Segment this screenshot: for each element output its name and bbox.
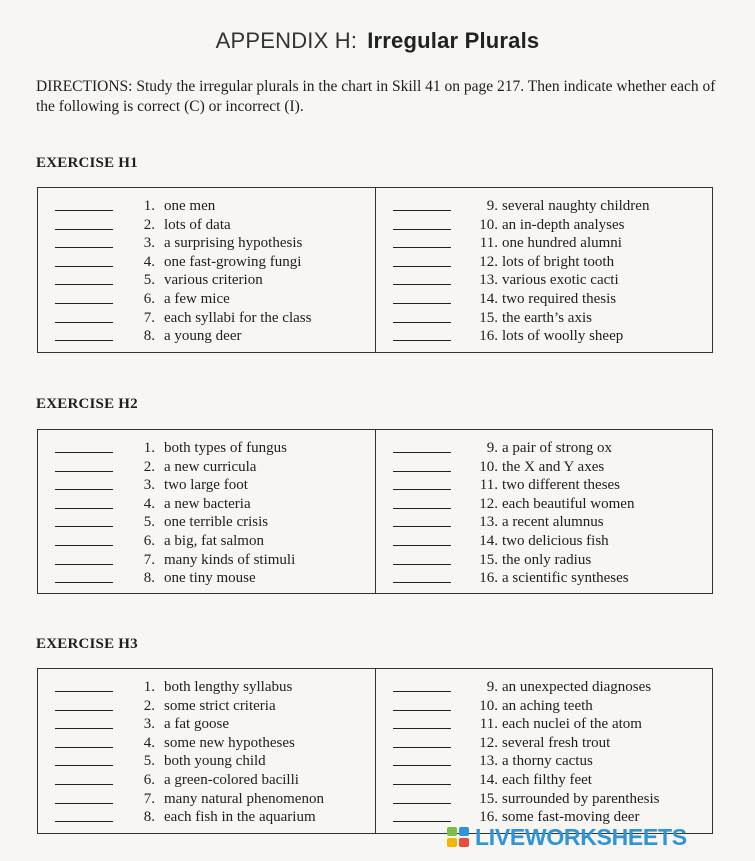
answer-blank[interactable] — [393, 247, 451, 248]
liveworksheets-watermark — [447, 826, 747, 850]
answer-blank[interactable] — [393, 582, 451, 583]
item-number: 15. — [479, 309, 498, 326]
item-text: a pair of strong ox — [502, 440, 612, 456]
appendix-label: APPENDIX H: — [215, 28, 358, 53]
item-number: 3. — [143, 716, 155, 733]
item-text: a scientific syntheses — [502, 570, 629, 587]
item-number: 13. — [479, 514, 498, 531]
item-text: lots of bright tooth — [502, 253, 615, 270]
item-number: 2. — [143, 216, 155, 233]
item-number: 10. — [479, 216, 498, 233]
item-text: a big, fat salmon — [164, 533, 264, 549]
exercise-h1-box — [37, 187, 713, 353]
item-text: several fresh trout — [502, 734, 611, 751]
exercise-item — [376, 476, 713, 495]
answer-blank[interactable] — [393, 452, 451, 453]
item-number: 8. — [143, 328, 155, 345]
item-number: 13. — [479, 272, 498, 289]
item-number: 16. — [479, 570, 498, 587]
exercise-item — [376, 327, 713, 346]
exercise-item — [376, 290, 713, 309]
exercise-item — [38, 234, 375, 253]
exercise-item — [376, 734, 713, 753]
item-number: 13. — [479, 753, 498, 770]
exercise-item — [376, 495, 713, 514]
item-number: 2. — [143, 697, 155, 714]
answer-blank[interactable] — [393, 821, 451, 822]
item-number: 8. — [143, 809, 155, 826]
answer-blank[interactable] — [55, 710, 113, 711]
exercise-item — [38, 808, 375, 827]
item-number: 11. — [479, 716, 498, 733]
item-text: a thorny cactus — [502, 753, 593, 770]
item-number: 12. — [479, 734, 498, 751]
item-text: many natural phenomenon — [164, 790, 324, 807]
answer-blank[interactable] — [55, 229, 113, 230]
item-text: surrounded by parenthesis — [502, 790, 660, 807]
item-text: a surprising hypothesis — [164, 235, 303, 252]
exercise-item — [38, 327, 375, 346]
exercise-item — [376, 697, 713, 716]
item-number: 2. — [143, 458, 155, 475]
appendix-title: Irregular Plurals — [367, 28, 540, 53]
item-number: 5. — [143, 514, 155, 531]
answer-blank[interactable] — [393, 747, 451, 748]
item-number: 7. — [143, 551, 155, 568]
exercise-h1-left-column — [38, 188, 376, 352]
item-text: a few mice — [164, 291, 230, 307]
item-text: several naughty children — [502, 198, 650, 214]
exercise-item — [38, 271, 375, 290]
item-number: 5. — [143, 272, 155, 289]
exercise-item — [376, 790, 713, 809]
item-text: both types of fungus — [164, 440, 287, 456]
item-number: 1. — [143, 679, 155, 695]
item-text: two large foot — [164, 477, 248, 494]
item-number: 12. — [479, 495, 498, 512]
page-title — [0, 28, 755, 54]
item-text: some strict criteria — [164, 697, 276, 714]
answer-blank[interactable] — [393, 564, 451, 565]
answer-blank[interactable] — [55, 508, 113, 509]
item-text: some new hypotheses — [164, 734, 295, 751]
answer-blank[interactable] — [393, 284, 451, 285]
exercise-h2-right-column — [376, 430, 713, 593]
item-number: 4. — [143, 495, 155, 512]
item-text: lots of data — [164, 216, 231, 233]
item-text: the X and Y axes — [502, 458, 605, 475]
item-number: 16. — [479, 328, 498, 345]
item-text: two required thesis — [502, 291, 617, 307]
exercise-item — [38, 309, 375, 328]
item-text: many kinds of stimuli — [164, 551, 296, 568]
item-number: 9. — [486, 198, 498, 214]
exercise-item — [38, 439, 375, 458]
answer-blank[interactable] — [393, 526, 451, 527]
exercise-item — [38, 495, 375, 514]
exercise-item — [38, 752, 375, 771]
answer-blank[interactable] — [55, 564, 113, 565]
exercise-item — [38, 532, 375, 551]
item-text: various criterion — [164, 272, 263, 289]
answer-blank[interactable] — [55, 247, 113, 248]
item-number: 14. — [479, 533, 498, 549]
item-number: 6. — [143, 772, 155, 788]
item-number: 6. — [143, 291, 155, 307]
answer-blank[interactable] — [55, 284, 113, 285]
exercise-item — [376, 513, 713, 532]
item-text: one hundred alumni — [502, 235, 622, 252]
exercise-item — [376, 234, 713, 253]
answer-blank[interactable] — [55, 821, 113, 822]
exercise-item — [376, 678, 713, 697]
answer-blank[interactable] — [55, 340, 113, 341]
item-number: 4. — [143, 253, 155, 270]
exercise-h2-heading: EXERCISE H2 — [36, 396, 138, 412]
answer-blank[interactable] — [393, 765, 451, 766]
answer-blank[interactable] — [393, 710, 451, 711]
answer-blank[interactable] — [393, 803, 451, 804]
answer-blank[interactable] — [393, 229, 451, 230]
item-text: a young deer — [164, 328, 242, 345]
exercise-item — [376, 253, 713, 272]
item-text: one tiny mouse — [164, 570, 256, 587]
exercise-item — [38, 216, 375, 235]
item-number: 15. — [479, 790, 498, 807]
answer-blank[interactable] — [55, 784, 113, 785]
exercise-item — [38, 253, 375, 272]
exercise-h1-heading: EXERCISE H1 — [36, 155, 138, 171]
item-text: lots of woolly sheep — [502, 328, 624, 345]
exercise-h2-box — [37, 429, 713, 594]
item-number: 16. — [479, 809, 498, 826]
exercise-item — [376, 439, 713, 458]
exercise-item — [38, 771, 375, 790]
exercise-item — [376, 551, 713, 570]
item-text: an aching teeth — [502, 697, 593, 714]
answer-blank[interactable] — [55, 322, 113, 323]
exercise-h2-left-column — [38, 430, 376, 593]
item-text: two delicious fish — [502, 533, 609, 549]
item-text: one men — [164, 198, 216, 214]
exercise-item — [376, 715, 713, 734]
answer-blank[interactable] — [393, 471, 451, 472]
exercise-item — [38, 290, 375, 309]
answer-blank[interactable] — [55, 210, 113, 211]
item-text: a green-colored bacilli — [164, 772, 299, 788]
item-text: one terrible crisis — [164, 514, 269, 531]
exercise-h1-right-column — [376, 188, 713, 352]
exercise-item — [38, 715, 375, 734]
exercise-item — [38, 513, 375, 532]
item-number: 11. — [479, 477, 498, 494]
exercise-h3-left-column — [38, 669, 376, 833]
answer-blank[interactable] — [393, 489, 451, 490]
item-text: the earth’s axis — [502, 309, 592, 326]
exercise-item — [38, 458, 375, 477]
exercise-item — [38, 790, 375, 809]
item-number: 3. — [143, 477, 155, 494]
item-text: some fast-moving deer — [502, 809, 640, 826]
answer-blank[interactable] — [393, 691, 451, 692]
item-text: both lengthy syllabus — [164, 679, 293, 695]
answer-blank[interactable] — [393, 340, 451, 341]
item-number: 14. — [479, 291, 498, 307]
item-text: a new curricula — [164, 458, 257, 475]
answer-blank[interactable] — [55, 728, 113, 729]
item-text: an in-depth analyses — [502, 216, 625, 233]
exercise-item — [38, 678, 375, 697]
item-text: an unexpected diagnoses — [502, 679, 652, 695]
answer-blank[interactable] — [393, 210, 451, 211]
item-number: 8. — [143, 570, 155, 587]
answer-blank[interactable] — [393, 508, 451, 509]
exercise-item — [376, 271, 713, 290]
item-number: 9. — [486, 440, 498, 456]
item-number: 6. — [143, 533, 155, 549]
answer-blank[interactable] — [55, 765, 113, 766]
exercise-item — [376, 532, 713, 551]
item-text: various exotic cacti — [502, 272, 619, 289]
answer-blank[interactable] — [55, 545, 113, 546]
answer-blank[interactable] — [55, 266, 113, 267]
item-number: 1. — [143, 198, 155, 214]
exercise-item — [376, 197, 713, 216]
answer-blank[interactable] — [393, 266, 451, 267]
exercise-item — [38, 551, 375, 570]
exercise-item — [38, 476, 375, 495]
item-text: both young child — [164, 753, 266, 770]
item-text: one fast-growing fungi — [164, 253, 302, 270]
answer-blank[interactable] — [393, 784, 451, 785]
item-text: each filthy feet — [502, 772, 592, 788]
answer-blank[interactable] — [393, 728, 451, 729]
item-text: each nuclei of the atom — [502, 716, 642, 733]
answer-blank[interactable] — [393, 322, 451, 323]
answer-blank[interactable] — [55, 489, 113, 490]
liveworksheets-logo-icon — [447, 827, 471, 849]
answer-blank[interactable] — [55, 803, 113, 804]
exercise-item — [376, 752, 713, 771]
item-text: the only radius — [502, 551, 592, 568]
item-number: 14. — [479, 772, 498, 788]
exercise-h3-heading: EXERCISE H3 — [36, 636, 138, 652]
exercise-h3-right-column — [376, 669, 713, 833]
directions-text: DIRECTIONS: Study the irregular plurals in the chart in Skill 41 on page 217. Then indicate whether each of the following is correct (C) or incorrect (I). — [36, 78, 716, 115]
answer-blank[interactable] — [393, 545, 451, 546]
item-number: 4. — [143, 734, 155, 751]
item-text: two different theses — [502, 477, 621, 494]
item-text: a fat goose — [164, 716, 229, 733]
item-number: 10. — [479, 697, 498, 714]
answer-blank[interactable] — [55, 303, 113, 304]
item-number: 7. — [143, 309, 155, 326]
exercise-item — [376, 569, 713, 588]
answer-blank[interactable] — [55, 471, 113, 472]
exercise-item — [38, 197, 375, 216]
answer-blank[interactable] — [55, 526, 113, 527]
item-text: each fish in the aquarium — [164, 809, 316, 826]
item-number: 15. — [479, 551, 498, 568]
item-text: each syllabi for the class — [164, 309, 312, 326]
item-number: 12. — [479, 253, 498, 270]
item-number: 1. — [143, 440, 155, 456]
item-number: 11. — [479, 235, 498, 252]
answer-blank[interactable] — [55, 452, 113, 453]
item-number: 10. — [479, 458, 498, 475]
item-number: 7. — [143, 790, 155, 807]
exercise-item — [376, 771, 713, 790]
exercise-item — [38, 569, 375, 588]
exercise-item — [38, 734, 375, 753]
answer-blank[interactable] — [55, 582, 113, 583]
answer-blank[interactable] — [55, 747, 113, 748]
item-number: 9. — [486, 679, 498, 695]
exercise-item — [376, 216, 713, 235]
item-text: each beautiful women — [502, 495, 635, 512]
exercise-item — [376, 309, 713, 328]
exercise-item — [38, 697, 375, 716]
item-text: a new bacteria — [164, 495, 251, 512]
answer-blank[interactable] — [393, 303, 451, 304]
item-text: a recent alumnus — [502, 514, 604, 531]
item-number: 5. — [143, 753, 155, 770]
item-number: 3. — [143, 235, 155, 252]
exercise-item — [376, 458, 713, 477]
liveworksheets-logo-text: LIVEWORKSHEETS — [475, 824, 687, 850]
exercise-h3-box — [37, 668, 713, 834]
answer-blank[interactable] — [55, 691, 113, 692]
